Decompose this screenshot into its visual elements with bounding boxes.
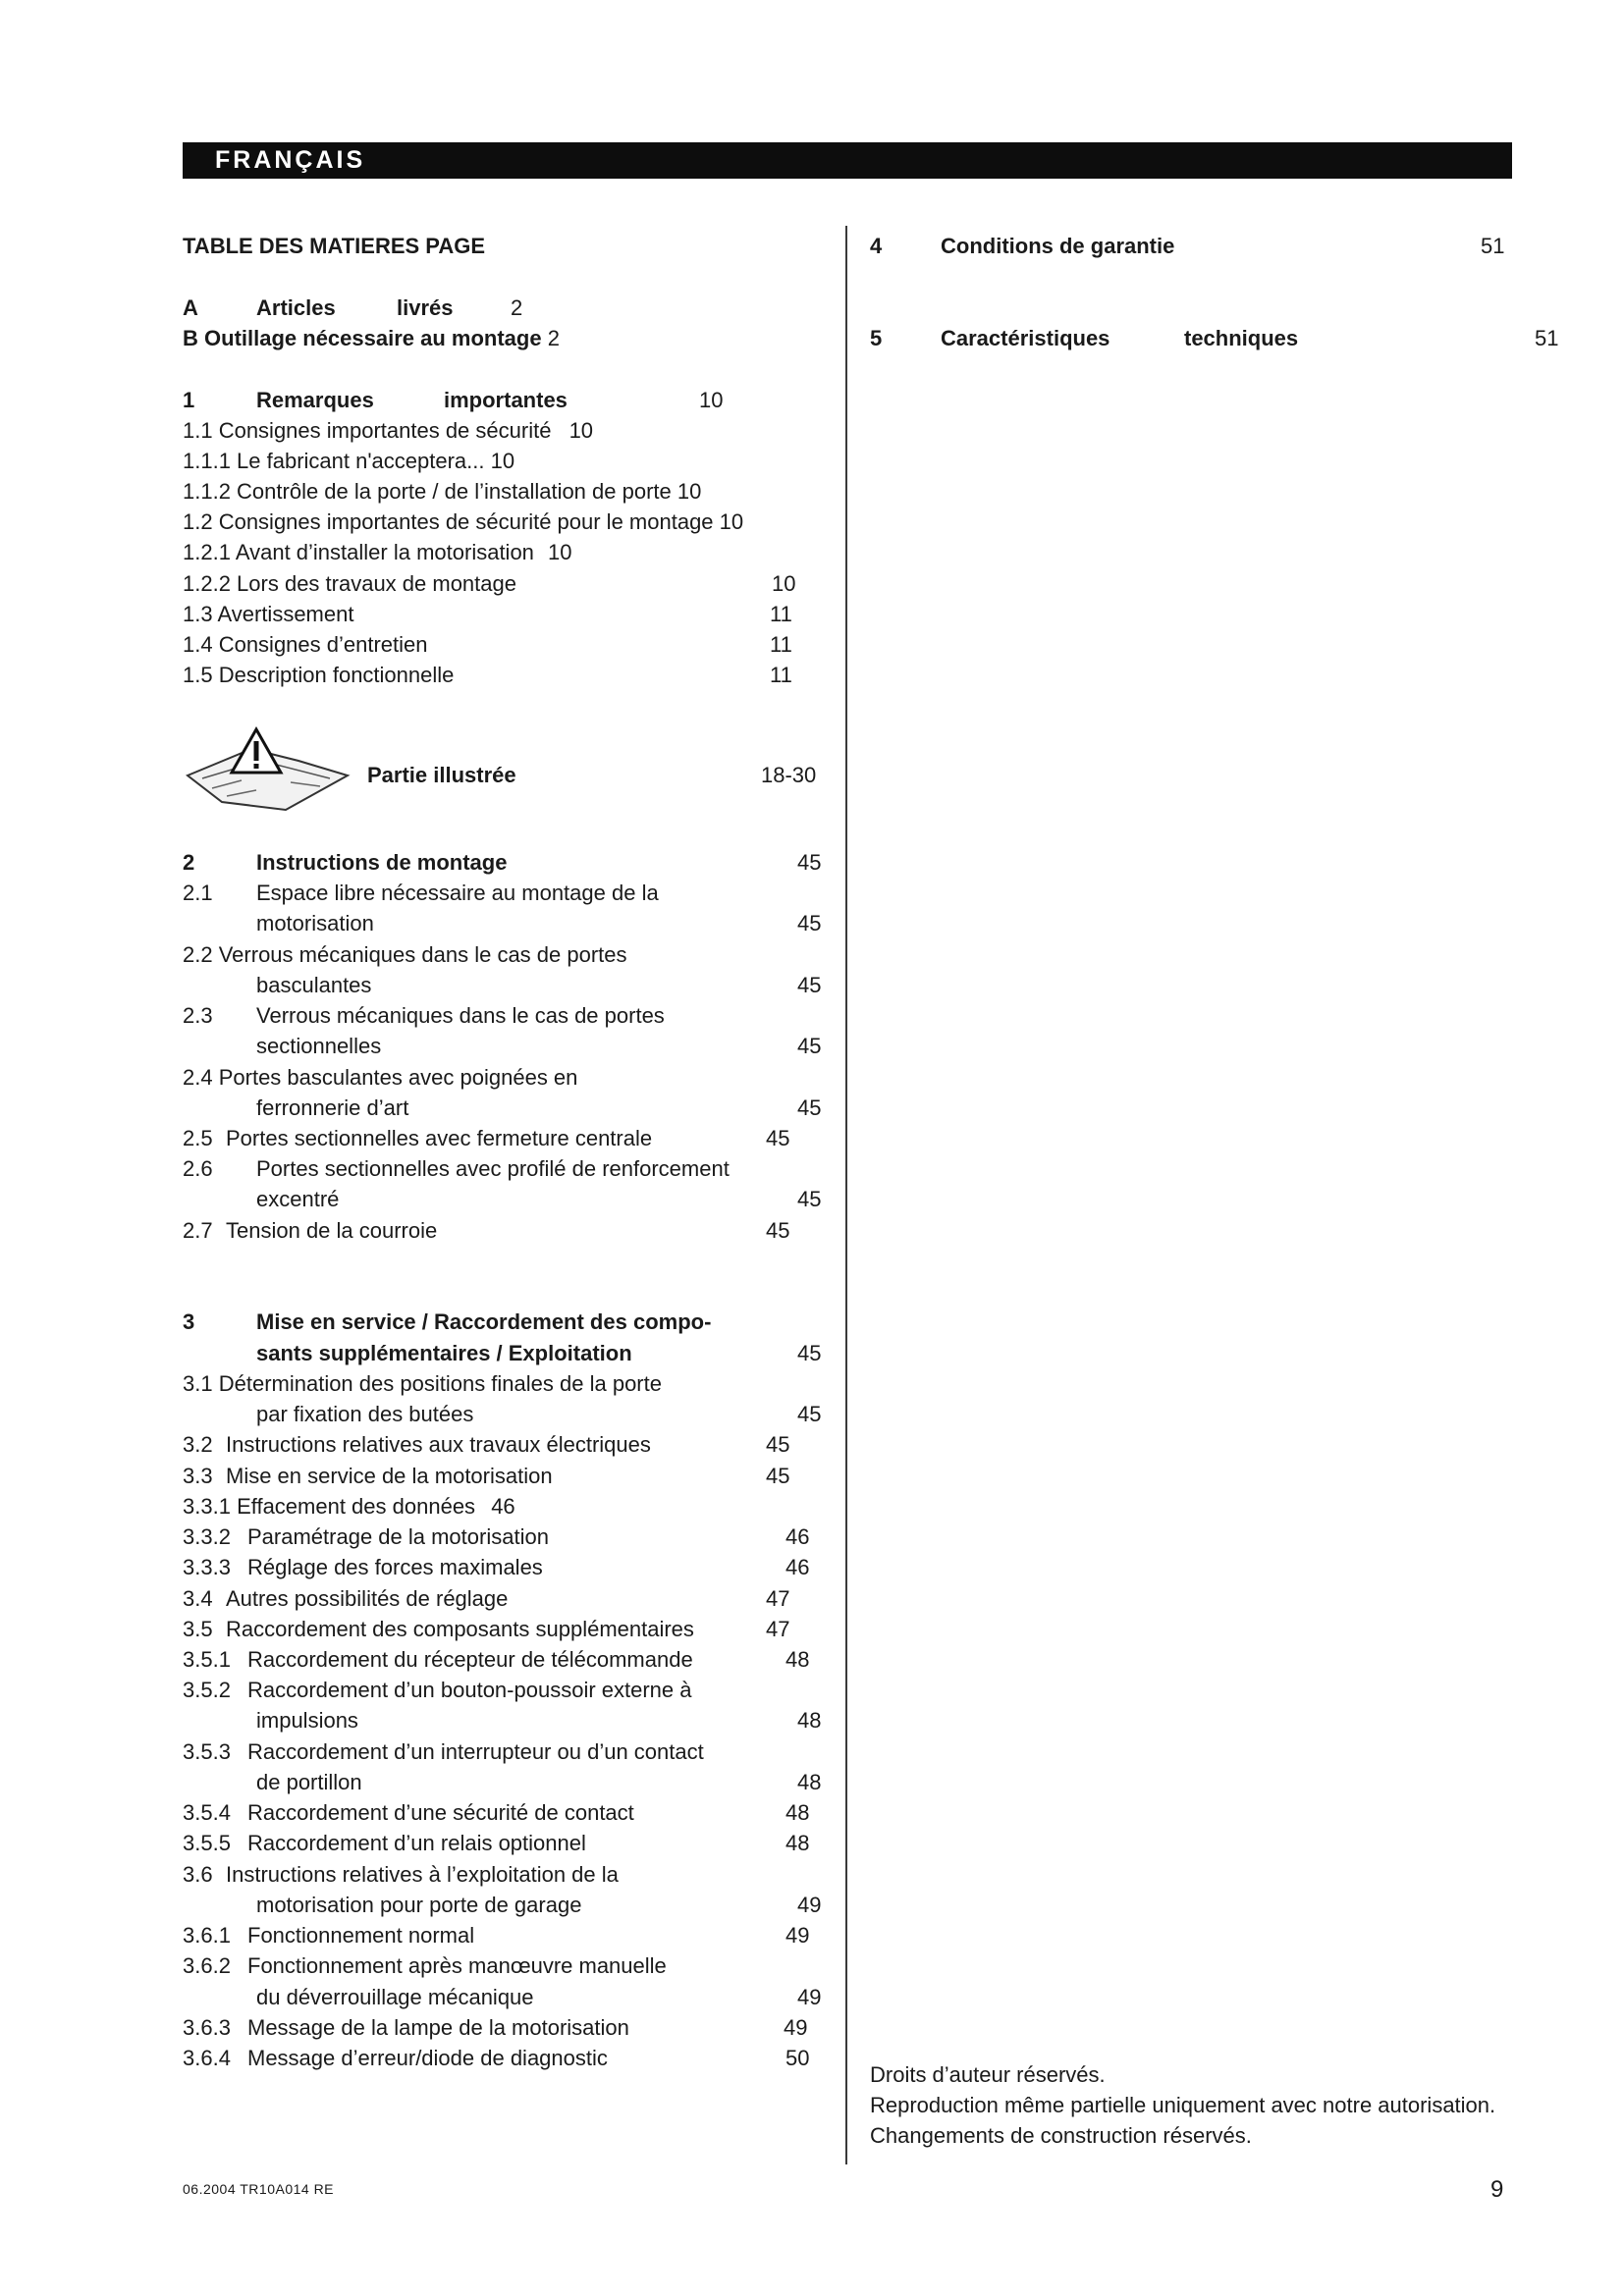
toc-item-text: basculantes	[256, 973, 372, 997]
toc-item-number: 2.5	[183, 1126, 213, 1150]
toc-item-page: 48	[785, 1831, 810, 1855]
toc-item-3-2	[183, 1430, 831, 1460]
toc-item-page: 49	[797, 1985, 822, 2009]
toc-item-number: 3.3	[183, 1464, 213, 1488]
toc-item-1-2	[183, 507, 743, 537]
toc-item-page: 46	[491, 1494, 515, 1519]
toc-item-number: 3.6.2	[183, 1953, 231, 1978]
toc-item-text: motorisation	[256, 911, 374, 935]
toc-item-number: 2.1	[183, 881, 213, 905]
toc-item-text: Tension de la courroie	[226, 1218, 438, 1243]
warning-triangle-icon	[183, 721, 359, 829]
toc-section-page: 10	[699, 388, 724, 412]
toc-item-number: 3.6.1	[183, 1923, 231, 1948]
toc-item-text: Fonctionnement après manœuvre manuelle	[247, 1953, 667, 1978]
toc-item-text: du déverrouillage mécanique	[256, 1985, 534, 2009]
toc-item-text: 1.3 Avertissement	[183, 602, 354, 626]
toc-item-number: 3.2	[183, 1432, 213, 1457]
toc-item-3-3	[183, 1462, 831, 1491]
toc-item-number: 3.4	[183, 1586, 213, 1611]
toc-item-text: impulsions	[256, 1708, 358, 1733]
toc-item-number: 3.5.1	[183, 1647, 231, 1672]
toc-item-page: 45	[766, 1218, 790, 1243]
toc-item-page: 10	[568, 418, 594, 443]
toc-item-text: Portes basculantes avec poignées en	[218, 1065, 578, 1090]
toc-section-label: Mise en service / Raccordement des compo-	[256, 1309, 712, 1334]
toc-item-text: Verrous mécaniques dans le cas de portes	[218, 942, 627, 967]
toc-item-text: 1.2.2 Lors des travaux de montage	[183, 571, 516, 596]
toc-item-3-3-1	[183, 1492, 515, 1522]
toc-item-3-6-1	[183, 1921, 831, 1950]
toc-item-text: Mise en service de la motorisation	[226, 1464, 553, 1488]
toc-item-2-4-cont	[183, 1094, 831, 1123]
copyright-notice	[870, 2060, 1495, 2152]
toc-item-text: motorisation pour porte de garage	[256, 1893, 582, 1917]
toc-item-number: 3.1	[183, 1371, 213, 1396]
document-code: 06.2004 TR10A014 RE	[183, 2181, 335, 2197]
toc-item-3-5	[183, 1615, 831, 1644]
toc-item-text: 1.2.1 Avant d’installer la motorisation	[183, 540, 534, 564]
toc-section-number: 2	[183, 850, 195, 875]
toc-item-text: Portes sectionnelles avec profilé de renforcement	[256, 1156, 730, 1181]
toc-item-text: Verrous mécaniques dans le cas de portes	[256, 1003, 665, 1028]
toc-section-page: 51	[1481, 234, 1505, 258]
toc-item-number: 2.4	[183, 1065, 213, 1090]
toc-item-number: 2.3	[183, 1003, 213, 1028]
toc-item-1-2-2	[183, 569, 831, 599]
toc-item-page: 48	[797, 1770, 822, 1794]
toc-item-2-6-cont	[183, 1185, 831, 1214]
toc-item-page: 45	[797, 1095, 822, 1120]
toc-entry-label: livrés	[397, 295, 454, 320]
toc-item-text: 1.1.2 Contrôle de la porte / de l’installation de porte	[183, 479, 672, 504]
toc-entry-letter: B	[183, 326, 198, 350]
toc-left-column	[183, 0, 831, 2296]
copyright-line: Changements de construction réservés.	[870, 2123, 1252, 2148]
column-divider	[845, 226, 847, 2164]
toc-item-page: 48	[785, 1800, 810, 1825]
toc-entry-page: 2	[511, 295, 523, 320]
toc-item-number: 3.3.2	[183, 1524, 231, 1549]
toc-section-label: sants supplémentaires / Exploitation	[256, 1341, 632, 1365]
toc-item-1-5	[183, 661, 831, 690]
toc-section-label: Instructions de montage	[256, 850, 508, 875]
toc-section-label: techniques	[1184, 326, 1299, 350]
toc-entry-label: Outillage nécessaire au montage	[204, 326, 542, 350]
toc-item-text: de portillon	[256, 1770, 362, 1794]
toc-item-number: 3.5	[183, 1617, 213, 1641]
toc-section-number: 1	[183, 388, 195, 412]
toc-item-page: 49	[797, 1893, 822, 1917]
toc-item-page: 47	[766, 1617, 790, 1641]
toc-section-label: Caractéristiques	[941, 326, 1110, 350]
toc-item-text: Message d’erreur/diode de diagnostic	[247, 2046, 608, 2070]
toc-item-page: 48	[797, 1708, 822, 1733]
toc-item-page: 46	[785, 1524, 810, 1549]
toc-item-number: 3.5.2	[183, 1678, 231, 1702]
copyright-line: Reproduction même partielle uniquement avec notre autorisation.	[870, 2093, 1496, 2117]
toc-item-3-5-3-cont	[183, 1768, 831, 1797]
toc-item-page: 45	[797, 911, 822, 935]
toc-item-number: 3.5.4	[183, 1800, 231, 1825]
toc-section-label: importantes	[444, 388, 568, 412]
toc-item-page: 50	[785, 2046, 810, 2070]
toc-item-3-6-3	[183, 2013, 831, 2043]
toc-item-text: Effacement des données	[237, 1494, 476, 1519]
toc-section-page: 45	[797, 850, 822, 875]
toc-section-2	[183, 848, 831, 878]
toc-section-page: 45	[797, 1341, 822, 1365]
toc-item-page: 11	[770, 663, 792, 687]
toc-item-text: Raccordement du récepteur de télécommande	[247, 1647, 693, 1672]
toc-item-3-6-4	[183, 2044, 831, 2073]
toc-item-page: 47	[766, 1586, 790, 1611]
toc-item-text: 1.1.1 Le fabricant n'acceptera...	[183, 449, 485, 473]
toc-item-3-6-cont	[183, 1891, 831, 1920]
toc-item-text: Paramétrage de la motorisation	[247, 1524, 549, 1549]
toc-item-text: par fixation des butées	[256, 1402, 474, 1426]
toc-entry-label: Articles	[256, 295, 336, 320]
toc-item-number: 3.5.3	[183, 1739, 231, 1764]
toc-section-number: 5	[870, 326, 883, 350]
toc-item-3-6-2-cont	[183, 1983, 831, 2012]
toc-item-number: 3.3.3	[183, 1555, 231, 1579]
toc-item-text: Raccordement d’une sécurité de contact	[247, 1800, 634, 1825]
toc-item-1-1-2	[183, 477, 701, 507]
toc-item-text: Détermination des positions finales de la porte	[218, 1371, 662, 1396]
toc-section-page: 51	[1535, 326, 1559, 350]
toc-item-page: 10	[772, 571, 796, 596]
toc-item-text: Instructions relatives à l’exploitation de la	[226, 1862, 619, 1887]
toc-item-page: 48	[785, 1647, 810, 1672]
toc-item-page: 45	[797, 1187, 822, 1211]
toc-item-3-5-2-cont	[183, 1706, 831, 1735]
toc-item-3-3-2	[183, 1522, 831, 1552]
toc-item-page: 49	[784, 2015, 808, 2040]
toc-item-text: 1.2 Consignes importantes de sécurité pour le montage	[183, 509, 714, 534]
toc-item-number: 3.6.4	[183, 2046, 231, 2070]
toc-item-3-5-5	[183, 1829, 831, 1858]
toc-item-text: 1.5 Description fonctionnelle	[183, 663, 455, 687]
toc-item-page: 10	[677, 479, 702, 504]
toc-item-2-1-cont	[183, 909, 831, 938]
illustrated-part-page: 18-30	[761, 763, 817, 787]
toc-item-number: 3.6.3	[183, 2015, 231, 2040]
toc-item-number: 3.5.5	[183, 1831, 231, 1855]
toc-item-1-2-1	[183, 538, 572, 567]
toc-item-text: Raccordement d’un bouton-poussoir externe à	[247, 1678, 692, 1702]
toc-item-number: 2.7	[183, 1218, 213, 1243]
toc-section-4	[870, 232, 1577, 261]
toc-item-text: Instructions relatives aux travaux électriques	[226, 1432, 651, 1457]
toc-heading: TABLE DES MATIERES PAGE	[183, 234, 486, 258]
toc-item-page: 10	[719, 509, 744, 534]
toc-item-number: 2.6	[183, 1156, 213, 1181]
toc-item-3-3-3	[183, 1553, 831, 1582]
toc-item-page: 45	[766, 1464, 790, 1488]
illustrated-part-label: Partie illustrée	[367, 763, 516, 787]
toc-right-column	[870, 0, 1577, 2296]
toc-item-2-4	[183, 1063, 577, 1093]
toc-section-3-cont	[183, 1339, 831, 1368]
toc-item-page: 46	[785, 1555, 810, 1579]
toc-item-text: Message de la lampe de la motorisation	[247, 2015, 629, 2040]
toc-item-2-7	[183, 1216, 831, 1246]
language-title: FRANÇAIS	[215, 146, 366, 174]
toc-item-text: 1.1 Consignes importantes de sécurité	[183, 418, 552, 443]
toc-item-3-4	[183, 1584, 831, 1614]
toc-item-text: ferronnerie d’art	[256, 1095, 409, 1120]
toc-item-3-1-cont	[183, 1400, 831, 1429]
toc-item-text: Raccordement d’un interrupteur ou d’un contact	[247, 1739, 704, 1764]
toc-item-text: Portes sectionnelles avec fermeture centrale	[226, 1126, 653, 1150]
toc-section-label: Conditions de garantie	[941, 234, 1175, 258]
toc-item-3-5-4	[183, 1798, 831, 1828]
toc-item-1-4	[183, 630, 831, 660]
toc-item-page: 45	[766, 1432, 790, 1457]
toc-item-page: 45	[797, 1034, 822, 1058]
toc-entry-letter: A	[183, 295, 198, 320]
toc-entry-page: 2	[547, 326, 560, 350]
toc-item-2-3-cont	[183, 1032, 831, 1061]
toc-item-2-2	[183, 940, 627, 970]
toc-item-1-1-1	[183, 447, 514, 476]
toc-section-number: 4	[870, 234, 883, 258]
toc-item-text: Raccordement des composants supplémentaires	[226, 1617, 694, 1641]
toc-item-text: Raccordement d’un relais optionnel	[247, 1831, 586, 1855]
toc-item-text: Autres possibilités de réglage	[226, 1586, 509, 1611]
toc-item-text: Réglage des forces maximales	[247, 1555, 543, 1579]
toc-item-1-3	[183, 600, 831, 629]
toc-item-2-5	[183, 1124, 831, 1153]
toc-entry-b	[183, 324, 560, 353]
toc-item-page: 11	[770, 602, 792, 626]
toc-item-number: 2.2	[183, 942, 213, 967]
toc-item-page: 10	[490, 449, 515, 473]
toc-section-number: 3	[183, 1309, 195, 1334]
toc-section-1	[183, 386, 831, 415]
toc-item-page: 45	[797, 1402, 822, 1426]
toc-item-2-2-cont	[183, 971, 831, 1000]
page-number: 9	[1490, 2176, 1504, 2203]
toc-item-text: sectionnelles	[256, 1034, 382, 1058]
toc-item-number: 3.6	[183, 1862, 213, 1887]
toc-item-1-1	[183, 416, 593, 446]
toc-item-page: 10	[548, 540, 572, 564]
toc-item-page: 45	[766, 1126, 790, 1150]
toc-item-page: 11	[770, 632, 792, 657]
toc-item-text: excentré	[256, 1187, 340, 1211]
toc-item-3-5-1	[183, 1645, 831, 1675]
copyright-line: Droits d’auteur réservés.	[870, 2062, 1106, 2087]
toc-item-page: 49	[785, 1923, 810, 1948]
toc-item-text: Espace libre nécessaire au montage de la	[256, 881, 659, 905]
toc-item-page: 45	[797, 973, 822, 997]
toc-item-text: Fonctionnement normal	[247, 1923, 475, 1948]
illustrated-part-entry	[183, 721, 831, 829]
toc-item-3-1	[183, 1369, 662, 1399]
toc-item-number: 3.3.1	[183, 1494, 231, 1519]
toc-section-label: Remarques	[256, 388, 374, 412]
toc-entry-a	[183, 294, 831, 323]
toc-section-5	[870, 324, 1577, 353]
toc-item-text: 1.4 Consignes d’entretien	[183, 632, 428, 657]
